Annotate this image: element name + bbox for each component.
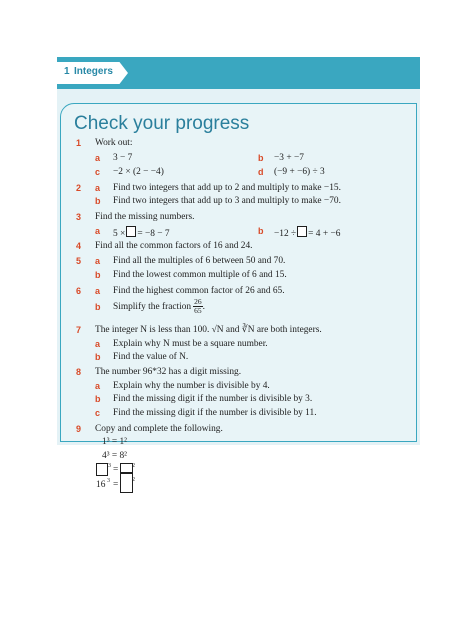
q9-line-4-base: 16 bbox=[96, 480, 106, 490]
q8b-text: Find the missing digit if the number is divisible by 3. bbox=[113, 394, 313, 404]
q2a-text: Find two integers that add up to 2 and multiply to make −15. bbox=[113, 183, 341, 193]
q2a-label: a bbox=[95, 183, 101, 193]
chapter-title: Integers bbox=[74, 66, 113, 77]
q3b-expression: −12 ÷ = 4 + −6 bbox=[274, 226, 340, 240]
question-number-5: 5 bbox=[76, 256, 82, 266]
answer-box bbox=[126, 226, 136, 237]
q4-text: Find all the common factors of 16 and 24. bbox=[95, 241, 253, 251]
q8a-label: a bbox=[95, 381, 101, 391]
q7-text: The integer N is less than 100. √N and ∛N are both integers. bbox=[95, 325, 322, 335]
q8c-label: c bbox=[95, 408, 101, 418]
question-number-6: 6 bbox=[76, 286, 82, 296]
q1d-label: d bbox=[258, 167, 264, 177]
question-number-9: 9 bbox=[76, 424, 82, 434]
q8b-label: b bbox=[95, 394, 101, 404]
question-number-3: 3 bbox=[76, 212, 82, 222]
q1-text: Work out: bbox=[95, 138, 133, 148]
q8-text: The number 96*32 has a digit missing. bbox=[95, 367, 242, 377]
q5b-label: b bbox=[95, 270, 101, 280]
q7b-label: b bbox=[95, 352, 101, 362]
q6a-label: a bbox=[95, 286, 101, 296]
question-number-1: 1 bbox=[76, 138, 82, 148]
q1b-label: b bbox=[258, 153, 264, 163]
q1c-label: c bbox=[95, 167, 101, 177]
q9-line-1: 1³ = 1² bbox=[102, 437, 127, 447]
equals-sign: = bbox=[113, 465, 119, 475]
q6b-label: b bbox=[95, 302, 101, 312]
question-number-8: 8 bbox=[76, 367, 82, 377]
answer-box bbox=[297, 226, 307, 237]
q6b-text: Simplify the fraction $\frac{26}{65}$ . bbox=[113, 297, 205, 316]
q8a-text: Explain why the number is divisible by 4. bbox=[113, 381, 270, 391]
question-number-7: 7 bbox=[76, 325, 82, 335]
q9-line-2: 4³ = 8² bbox=[102, 451, 127, 461]
page-title: Check your progress bbox=[74, 113, 250, 134]
equals-sign: = bbox=[113, 480, 119, 490]
q5a-text: Find all the multiples of 6 between 50 and 70. bbox=[113, 256, 286, 266]
q5b-text: Find the lowest common multiple of 6 and 15. bbox=[113, 270, 287, 280]
q3a-label: a bbox=[95, 226, 101, 236]
q3-text: Find the missing numbers. bbox=[95, 212, 195, 222]
q9-line-4-exponent: 3 bbox=[107, 478, 110, 484]
q6a-text: Find the highest common factor of 26 and 65. bbox=[113, 286, 285, 296]
q7a-label: a bbox=[95, 339, 101, 349]
q1d-text: (−9 + −6) ÷ 3 bbox=[274, 167, 325, 177]
q5a-label: a bbox=[95, 256, 101, 266]
q1a-label: a bbox=[95, 153, 101, 163]
q1c-text: −2 × (2 − −4) bbox=[113, 167, 164, 177]
q3b-label: b bbox=[258, 226, 264, 236]
answer-box bbox=[96, 463, 108, 476]
chapter-number: 1 bbox=[64, 66, 70, 77]
q7a-text: Explain why N must be a square number. bbox=[113, 339, 268, 349]
chapter-header-bar bbox=[57, 57, 420, 89]
q9-line-3-rhs-exponent: 2 bbox=[132, 463, 135, 469]
q1a-text: 3 − 7 bbox=[113, 153, 133, 163]
question-number-2: 2 bbox=[76, 183, 82, 193]
fraction: $\frac{26}{65}$ bbox=[194, 297, 202, 316]
question-number-4: 4 bbox=[76, 241, 82, 251]
q9-line-3-exponent: 3 bbox=[108, 463, 111, 469]
q2b-text: Find two integers that add up to 3 and multiply to make −70. bbox=[113, 196, 341, 206]
q7b-text: Find the value of N. bbox=[113, 352, 189, 362]
q9-text: Copy and complete the following. bbox=[95, 424, 223, 434]
q3a-expression: 5 × = −8 − 7 bbox=[113, 226, 170, 240]
q2b-label: b bbox=[95, 196, 101, 206]
q8c-text: Find the missing digit if the number is divisible by 11. bbox=[113, 408, 317, 418]
q1b-text: −3 + −7 bbox=[274, 153, 304, 163]
q9-line-4-rhs-exponent: 2 bbox=[132, 477, 135, 483]
